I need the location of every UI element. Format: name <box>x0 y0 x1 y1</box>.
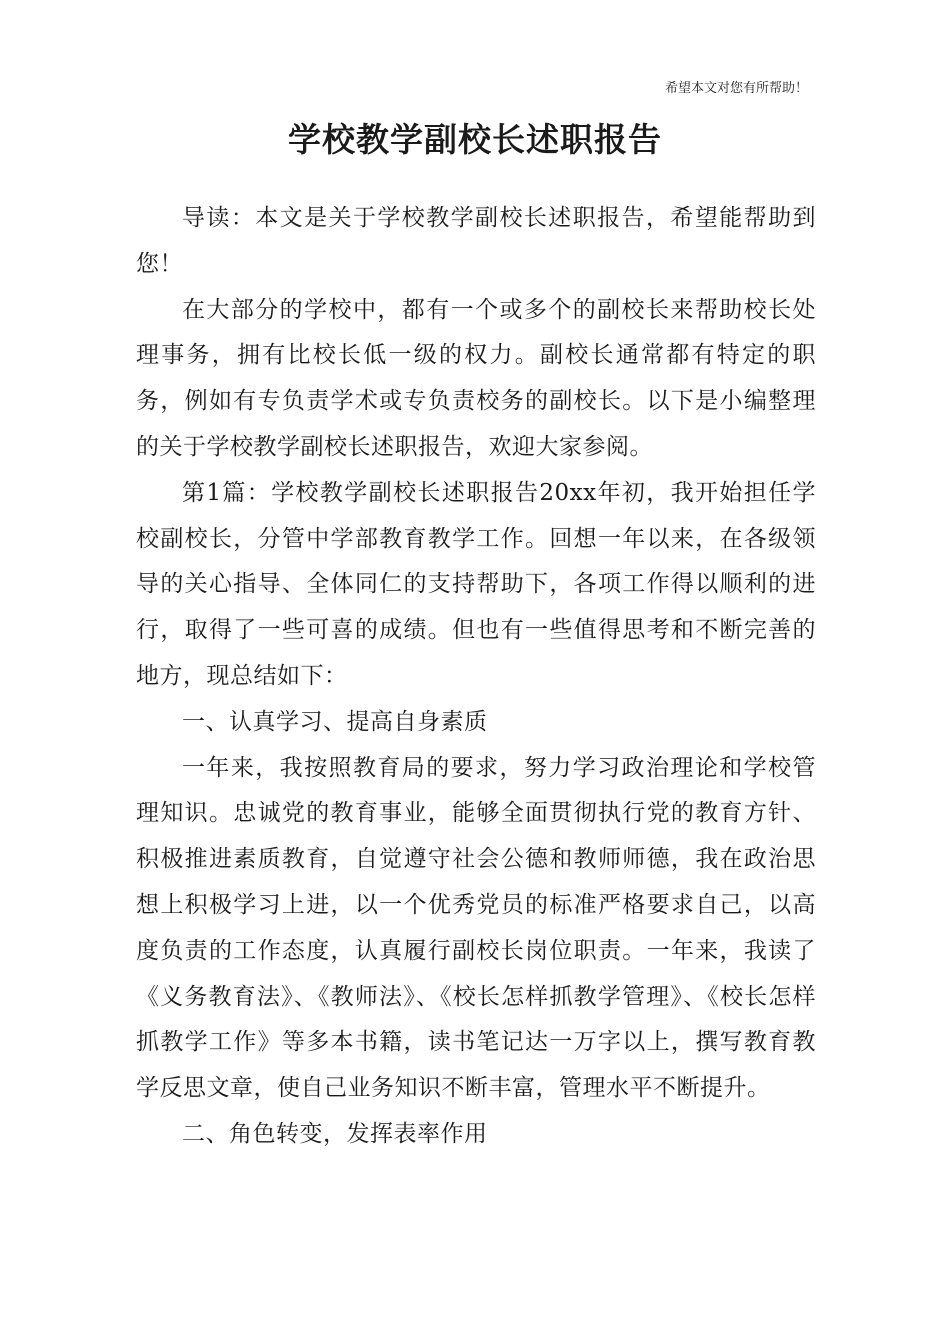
document-body <box>136 196 816 1158</box>
header-note: 希望本文对您有所帮助！ <box>664 81 808 96</box>
document-title: 学校教学副校长述职报告 <box>288 120 662 159</box>
report-opening-paragraph: 第1篇：学校教学副校长述职报告20xx年初，我开始担任学校副校长，分管中学部教育教学工作。回想一年以来，在各级领导的关心指导、全体同仁的支持帮助下，各项工作得以顺利的进行，取得了一些可喜的成绩。但也有一些值得思考和不断完善的地方，现总结如下： <box>136 479 816 689</box>
section-1-paragraph: 一年来，我按照教育局的要求，努力学习政治理论和学校管理知识。忠诚党的教育事业，能够全面贯彻执行党的教育方针、积极推进素质教育，自觉遵守社会公德和教师师德，我在政治思想上积极学习上进，以一个优秀党员的标准严格要求自己，以高度负责的工作态度，认真履行副校长岗位职责。一年来，我读了《义务教育法》、《教师法》、《校长怎样抓教学管理》、《校长怎样抓教学工作》等多本书籍，读书笔记达一万字以上，撰写教育教学反思文章，使自己业务知识不断丰富，管理水平不断提升。 <box>136 754 816 1102</box>
background-paragraph: 在大部分的学校中，都有一个或多个的副校长来帮助校长处理事务，拥有比校长低一级的权力。副校长通常都有特定的职务，例如有专负责学术或专负责校务的副校长。以下是小编整理的关于学校教学副校长述职报告，欢迎大家参阅。 <box>136 296 816 460</box>
section-heading-2: 二、角色转变，发挥表率作用 <box>182 1120 488 1147</box>
intro-paragraph: 导读：本文是关于学校教学副校长述职报告，希望能帮助到您！ <box>136 205 816 277</box>
section-heading-1: 一、认真学习、提高自身素质 <box>182 708 488 735</box>
